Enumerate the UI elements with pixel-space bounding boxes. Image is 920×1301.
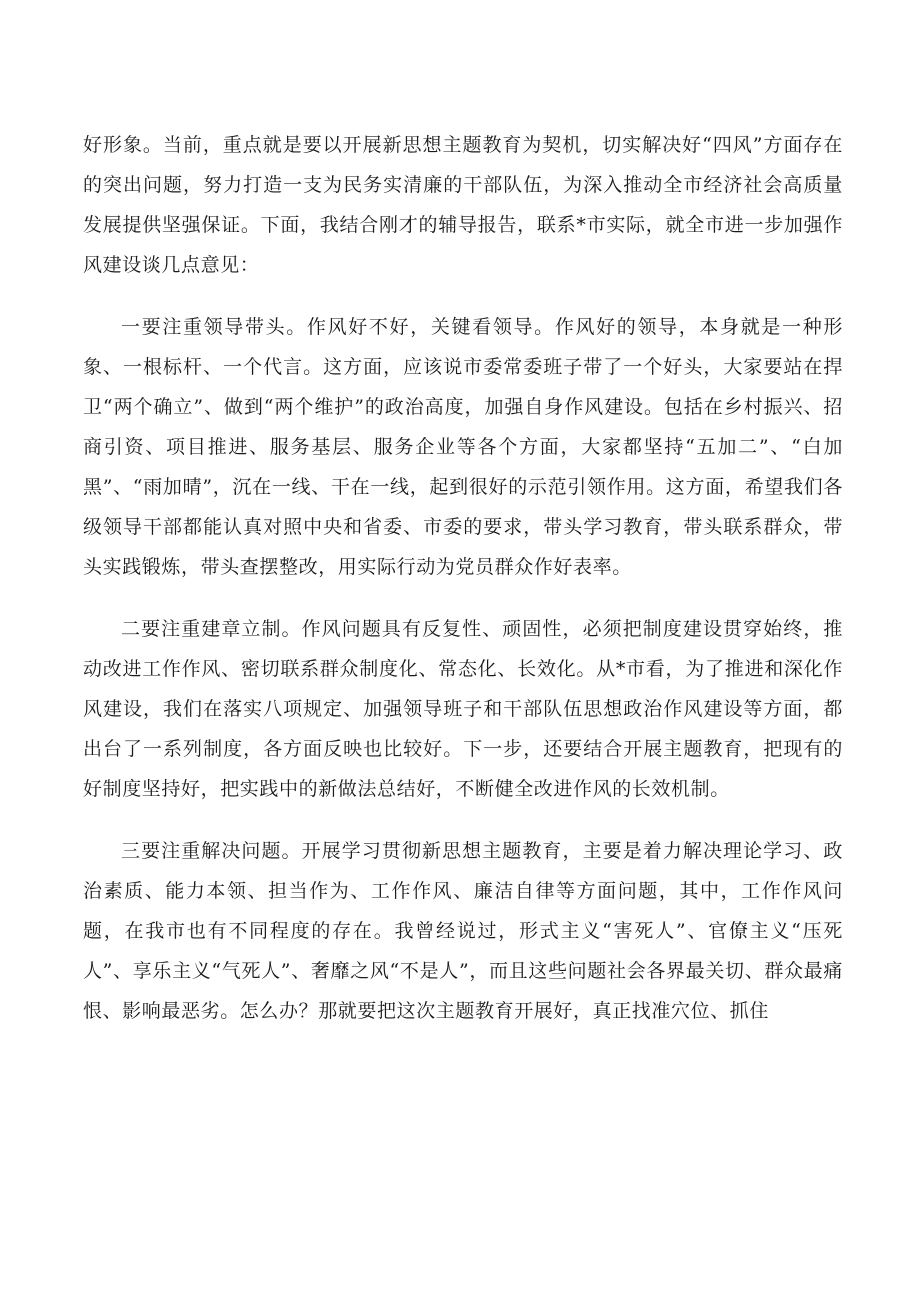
paragraph-institutions: 二要注重建章立制。作风问题具有反复性、顽固性，必须把制度建设贯穿始终，推动改进工作作风、密切联系群众制度化、常态化、长效化。从*市看，为了推进和深化作风建设，我们在落实八项规定、加强领导班子和干部队伍思想政治作风建设等方面，都出台了一系列制度，各方面反映也比较好。下一步，还要结合开展主题教育，把现有的好制度坚持好，把实践中的新做法总结好，不断健全改进作风的长效机制。	[83, 618, 843, 800]
paragraph-problems: 三要注重解决问题。开展学习贯彻新思想主题教育，主要是着力解决理论学习、政治素质、能力本领、担当作为、工作作风、廉洁自律等方面问题，其中，工作作风问题，在我市也有不同程度的存在。我曾经说过，形式主义“害死人”、官僚主义“压死人”、享乐主义“气死人”、奢靡之风“不是人”，而且这些问题社会各界最关切、群众最痛恨、影响最恶劣。怎么办？那就要把这次主题教育开展好，真正找准穴位、抓住	[83, 840, 843, 1022]
document-body	[83, 125, 843, 1053]
paragraph-continuation: 好形象。当前，重点就是要以开展新思想主题教育为契机，切实解决好“四风”方面存在的突出问题，努力打造一支为民务实清廉的干部队伍，为深入推动全市经济社会高质量发展提供坚强保证。下面，我结合刚才的辅导报告，联系*市实际，就全市进一步加强作风建设谈几点意见：	[83, 134, 843, 276]
paragraph-leadership: 一要注重领导带头。作风好不好，关键看领导。作风好的领导，本身就是一种形象、一根标杆、一个代言。这方面，应该说市委常委班子带了一个好头，大家要站在捍卫“两个确立”、做到“两个维护”的政治高度，加强自身作风建设。包括在乡村振兴、招商引资、项目推进、服务基层、服务企业等各个方面，大家都坚持“五加二”、“白加黑”、“雨加晴”，沉在一线、干在一线，起到很好的示范引领作用。这方面，希望我们各级领导干部都能认真对照中央和省委、市委的要求，带头学习教育，带头联系群众，带头实践锻炼，带头查摆整改，用实际行动为党员群众作好表率。	[83, 316, 843, 578]
